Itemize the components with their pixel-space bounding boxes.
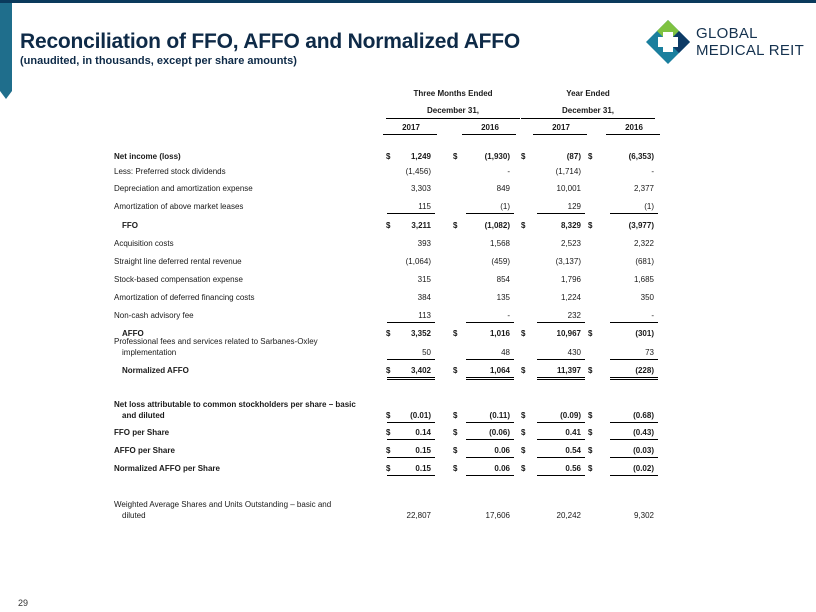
dollar-sign: $ — [521, 329, 526, 338]
dollar-sign: $ — [521, 221, 526, 230]
row-label: FFO — [122, 221, 138, 230]
cell-value: 3,402 — [410, 366, 431, 375]
cell-value: 849 — [496, 184, 510, 193]
group-header-underline — [521, 118, 655, 119]
cell-value: (0.11) — [489, 411, 510, 420]
cell-value: 73 — [645, 348, 654, 357]
row-label: Depreciation and amortization expense — [114, 184, 253, 193]
cell-value: (0.02) — [633, 464, 654, 473]
row-label: Normalized AFFO per Share — [114, 464, 220, 473]
logo-line-1: GLOBAL — [696, 25, 758, 42]
cell-underline — [387, 322, 435, 323]
cell-underline — [610, 322, 658, 323]
cell-value: (87) — [566, 152, 581, 161]
cell-underline — [387, 439, 435, 440]
cell-value: (0.43) — [633, 428, 654, 437]
cell-underline — [466, 359, 514, 360]
row-label: Net income (loss) — [114, 152, 181, 161]
cell-value: 0.15 — [415, 464, 431, 473]
cell-value: 20,242 — [556, 511, 581, 520]
cell-underline — [466, 213, 514, 214]
dollar-sign: $ — [386, 329, 391, 338]
cell-underline — [537, 457, 585, 458]
cell-value: (3,137) — [555, 257, 581, 266]
dollar-sign: $ — [453, 329, 458, 338]
cell-value: (6,353) — [628, 152, 654, 161]
column-header-underline — [606, 134, 660, 135]
column-header-underline — [383, 134, 437, 135]
cell-underline — [610, 475, 658, 476]
cell-value: 0.41 — [565, 428, 581, 437]
cell-value: 854 — [496, 275, 510, 284]
cell-value: (0.01) — [410, 411, 431, 420]
cell-value: 115 — [418, 202, 431, 211]
row-label: Weighted Average Shares and Units Outstanding – basic and — [114, 500, 332, 509]
logo-line-2: MEDICAL REIT — [696, 42, 805, 59]
cell-underline — [387, 457, 435, 458]
page-subtitle: (unaudited, in thousands, except per share amounts) — [20, 55, 297, 67]
dollar-sign: $ — [453, 221, 458, 230]
cell-value: 48 — [501, 348, 510, 357]
cell-value: 350 — [640, 293, 654, 302]
dollar-sign: $ — [453, 446, 458, 455]
cell-value: 2,523 — [560, 239, 581, 248]
cell-underline — [466, 422, 514, 423]
row-label: Net loss attributable to common stockholders per share – basic — [114, 400, 356, 409]
dollar-sign: $ — [386, 152, 391, 161]
cell-underline — [466, 439, 514, 440]
cell-value: 11,397 — [556, 366, 581, 375]
column-header: 2017 — [402, 123, 420, 132]
cell-underline — [387, 422, 435, 423]
group-header-underline — [386, 118, 520, 119]
dollar-sign: $ — [386, 221, 391, 230]
cell-value: 1,685 — [633, 275, 654, 284]
cell-value: (1,456) — [405, 167, 431, 176]
row-label: Less: Preferred stock dividends — [114, 167, 226, 176]
cell-value: (0.68) — [633, 411, 654, 420]
cell-underline — [610, 457, 658, 458]
row-label: Professional fees and services related to Sarbanes-Oxley — [114, 337, 318, 346]
cell-value: (1) — [500, 202, 510, 211]
cell-value: (1,064) — [405, 257, 431, 266]
cell-underline — [610, 422, 658, 423]
cell-underline — [466, 475, 514, 476]
cell-underline — [537, 213, 585, 214]
cell-value: 3,211 — [411, 221, 431, 230]
cell-value: (228) — [635, 366, 654, 375]
dollar-sign: $ — [521, 428, 526, 437]
cell-underline — [537, 439, 585, 440]
cell-value: 0.54 — [565, 446, 581, 455]
dollar-sign: $ — [453, 411, 458, 420]
row-label: Acquisition costs — [114, 239, 174, 248]
column-header: 2017 — [552, 123, 570, 132]
dollar-sign: $ — [521, 411, 526, 420]
cell-value: (0.06) — [489, 428, 510, 437]
cell-value: 1,064 — [489, 366, 510, 375]
row-label-continued: and diluted — [122, 411, 165, 420]
dollar-sign: $ — [521, 152, 526, 161]
column-header-underline — [462, 134, 516, 135]
cell-value: (1) — [644, 202, 654, 211]
cell-value: 393 — [417, 239, 431, 248]
cell-underline — [537, 322, 585, 323]
row-label: Straight line deferred rental revenue — [114, 257, 242, 266]
row-label: AFFO per Share — [114, 446, 175, 455]
row-label: Stock-based compensation expense — [114, 275, 243, 284]
row-label: FFO per Share — [114, 428, 170, 437]
cell-underline — [537, 422, 585, 423]
cell-underline — [537, 377, 585, 380]
cell-underline — [466, 377, 514, 380]
group-header-line1: Year Ended — [566, 89, 610, 98]
cell-value: 1,796 — [560, 275, 581, 284]
cell-underline — [466, 322, 514, 323]
cell-underline — [387, 213, 435, 214]
cell-value: 22,807 — [406, 511, 431, 520]
cell-value: 3,303 — [410, 184, 431, 193]
dollar-sign: $ — [453, 464, 458, 473]
cell-value: 2,377 — [633, 184, 654, 193]
cell-value: - — [651, 167, 654, 176]
cell-value: 113 — [418, 311, 431, 320]
cell-underline — [610, 377, 658, 380]
cell-value: 0.56 — [565, 464, 581, 473]
cell-value: 2,322 — [633, 239, 654, 248]
cell-value: (681) — [635, 257, 654, 266]
cell-value: 430 — [567, 348, 581, 357]
cell-value: (0.03) — [633, 446, 654, 455]
row-label: Non-cash advisory fee — [114, 311, 194, 320]
dollar-sign: $ — [588, 152, 593, 161]
dollar-sign: $ — [453, 428, 458, 437]
cell-value: 232 — [567, 311, 581, 320]
dollar-sign: $ — [386, 411, 391, 420]
page-number: 29 — [18, 598, 29, 608]
dollar-sign: $ — [453, 152, 458, 161]
dollar-sign: $ — [386, 428, 391, 437]
cell-value: 0.15 — [415, 446, 431, 455]
cell-underline — [387, 475, 435, 476]
row-label-continued: diluted — [122, 511, 146, 520]
cell-value: 50 — [422, 348, 431, 357]
cell-value: - — [507, 311, 510, 320]
column-header: 2016 — [481, 123, 499, 132]
cell-underline — [537, 359, 585, 360]
cell-underline — [610, 359, 658, 360]
dollar-sign: $ — [386, 366, 391, 375]
dollar-sign: $ — [588, 428, 593, 437]
cell-value: (3,977) — [628, 221, 654, 230]
page-title: Reconciliation of FFO, AFFO and Normalized AFFO — [20, 30, 521, 53]
cell-value: 17,606 — [485, 511, 510, 520]
cell-underline — [387, 377, 435, 380]
dollar-sign: $ — [588, 464, 593, 473]
column-header: 2016 — [625, 123, 643, 132]
cell-value: 1,016 — [489, 329, 510, 338]
cell-value: 1,249 — [410, 152, 431, 161]
cell-value: (459) — [491, 257, 510, 266]
cell-value: 0.14 — [415, 428, 431, 437]
cell-value: 10,967 — [556, 329, 581, 338]
cell-value: - — [507, 167, 510, 176]
cell-value: (1,082) — [484, 221, 510, 230]
dollar-sign: $ — [588, 329, 593, 338]
cell-value: (301) — [635, 329, 654, 338]
cell-value: (0.09) — [560, 411, 581, 420]
dollar-sign: $ — [386, 464, 391, 473]
dollar-sign: $ — [521, 366, 526, 375]
dollar-sign: $ — [386, 446, 391, 455]
cell-value: 3,352 — [410, 329, 431, 338]
cell-value: 8,329 — [560, 221, 581, 230]
cell-value: - — [651, 311, 654, 320]
group-header-line2: December 31, — [426, 106, 480, 115]
dollar-sign: $ — [588, 446, 593, 455]
cell-value: 10,001 — [556, 184, 581, 193]
cell-underline — [387, 359, 435, 360]
dollar-sign: $ — [453, 366, 458, 375]
group-header-line2: December 31, — [561, 106, 615, 115]
dollar-sign: $ — [588, 411, 593, 420]
cell-underline — [466, 457, 514, 458]
dollar-sign: $ — [588, 366, 593, 375]
cell-underline — [610, 439, 658, 440]
row-label: Amortization of deferred financing costs — [114, 293, 255, 302]
cell-value: (1,930) — [484, 152, 510, 161]
row-label: Normalized AFFO — [122, 366, 189, 375]
dollar-sign: $ — [588, 221, 593, 230]
cell-underline — [537, 475, 585, 476]
cell-value: 129 — [567, 202, 581, 211]
dollar-sign: $ — [521, 446, 526, 455]
cell-value: 1,224 — [560, 293, 581, 302]
cell-value: 9,302 — [633, 511, 654, 520]
cell-underline — [610, 213, 658, 214]
row-label: AFFO — [122, 329, 144, 338]
row-label-continued: implementation — [122, 348, 177, 357]
column-header-underline — [533, 134, 587, 135]
cell-value: 0.06 — [494, 464, 510, 473]
cell-value: 1,568 — [489, 239, 510, 248]
cell-value: 315 — [417, 275, 431, 284]
cell-value: 0.06 — [494, 446, 510, 455]
cell-value: 135 — [496, 293, 510, 302]
group-header-line1: Three Months Ended — [413, 89, 493, 98]
dollar-sign: $ — [521, 464, 526, 473]
cell-value: 384 — [417, 293, 431, 302]
row-label: Amortization of above market leases — [114, 202, 244, 211]
cell-value: (1,714) — [555, 167, 581, 176]
